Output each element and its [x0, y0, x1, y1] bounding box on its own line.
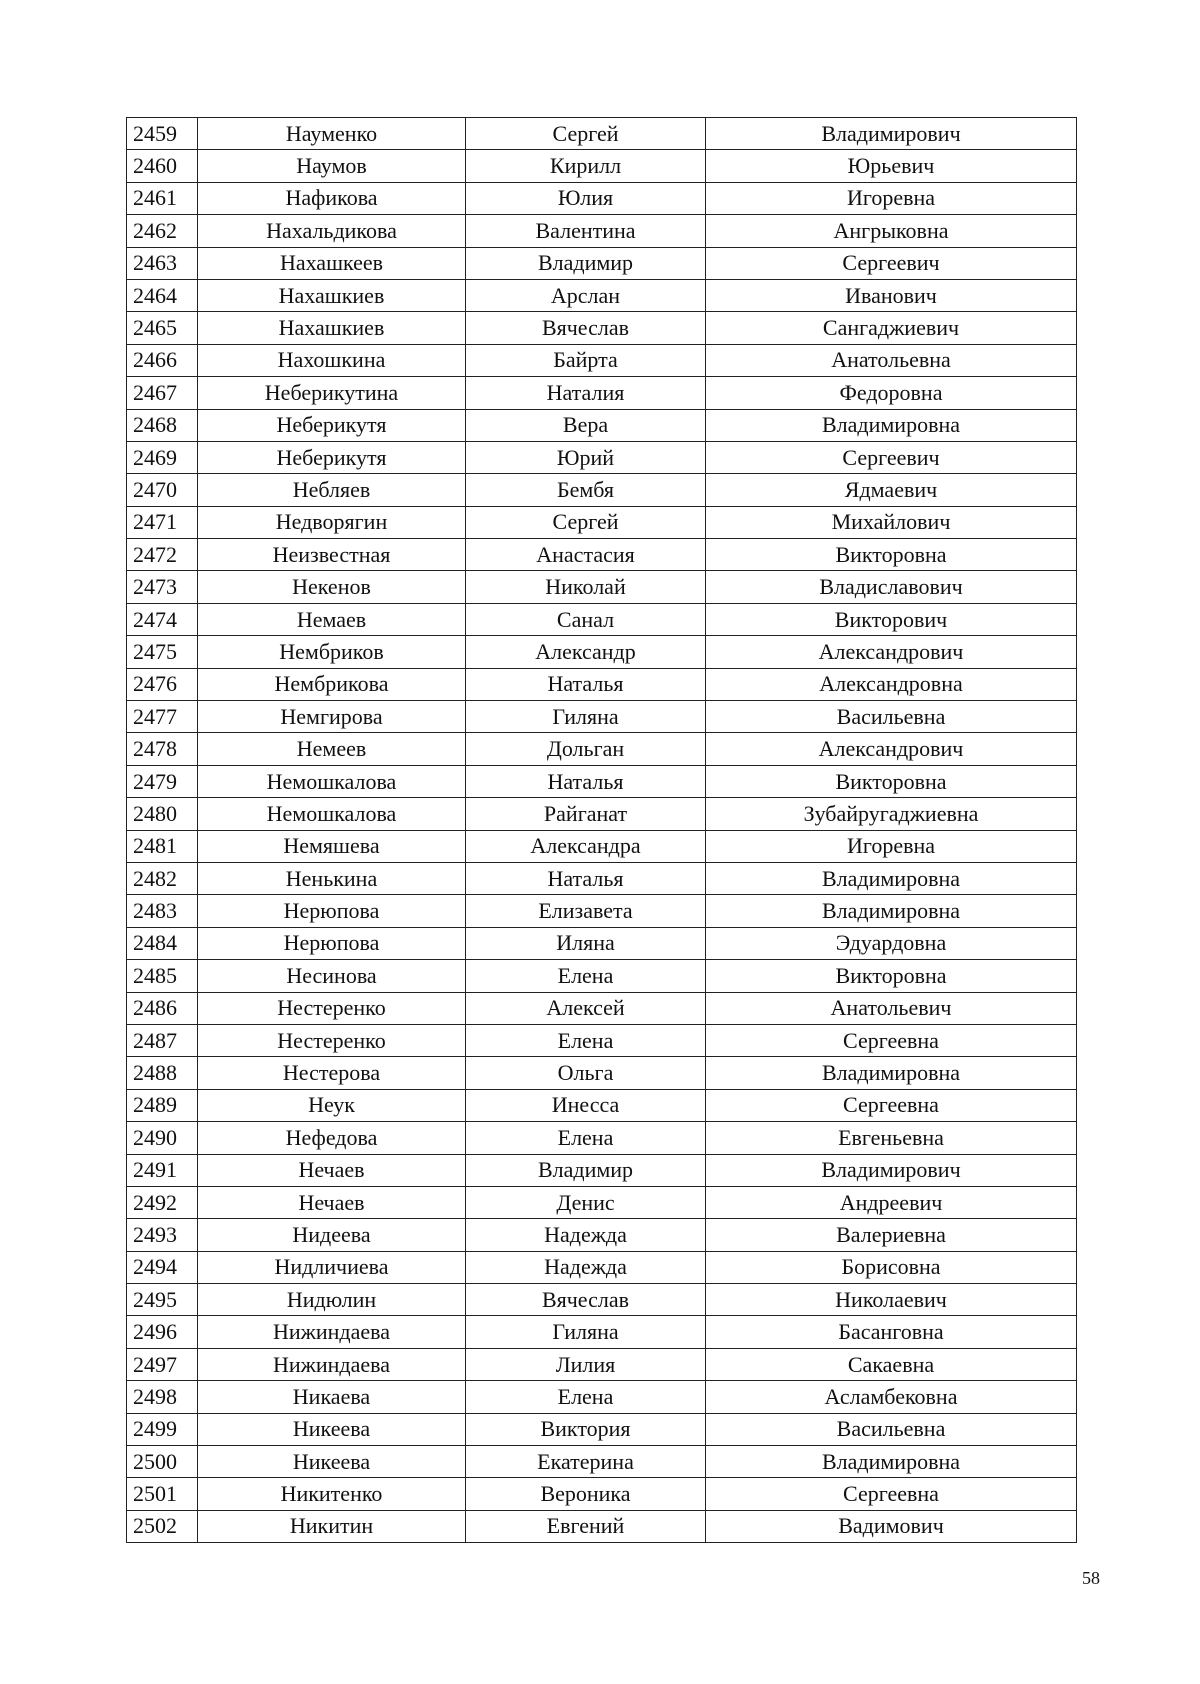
patronymic-cell: Сакаевна [706, 1348, 1077, 1380]
last-name-cell: Нахашкеев [198, 247, 466, 279]
last-name-cell: Неберикутя [198, 441, 466, 473]
table-row [127, 1186, 1077, 1218]
first-name-cell: Наталья [466, 765, 706, 797]
table-row [127, 960, 1077, 992]
patronymic-cell: Сергеевич [706, 441, 1077, 473]
first-name-cell: Евгений [466, 1510, 706, 1542]
row-number-cell: 2463 [127, 247, 198, 279]
row-number-cell: 2500 [127, 1446, 198, 1478]
patronymic-cell: Владимировна [706, 409, 1077, 441]
names-table-body [127, 118, 1077, 1543]
first-name-cell: Ольга [466, 1057, 706, 1089]
row-number-cell: 2490 [127, 1122, 198, 1154]
patronymic-cell: Владимировна [706, 1057, 1077, 1089]
row-number-cell: 2498 [127, 1381, 198, 1413]
row-number-cell: 2468 [127, 409, 198, 441]
last-name-cell: Нахашкиев [198, 279, 466, 311]
first-name-cell: Бембя [466, 474, 706, 506]
last-name-cell: Немаев [198, 603, 466, 635]
first-name-cell: Николай [466, 571, 706, 603]
first-name-cell: Екатерина [466, 1446, 706, 1478]
patronymic-cell: Юрьевич [706, 150, 1077, 182]
last-name-cell: Немошкалова [198, 765, 466, 797]
last-name-cell: Неберикутя [198, 409, 466, 441]
table-row [127, 1446, 1077, 1478]
first-name-cell: Елизавета [466, 895, 706, 927]
patronymic-cell: Владиславович [706, 571, 1077, 603]
patronymic-cell: Александрович [706, 733, 1077, 765]
row-number-cell: 2462 [127, 215, 198, 247]
first-name-cell: Гиляна [466, 701, 706, 733]
first-name-cell: Виктория [466, 1413, 706, 1445]
table-row [127, 409, 1077, 441]
table-row [127, 118, 1077, 150]
patronymic-cell: Вадимович [706, 1510, 1077, 1542]
table-row [127, 1024, 1077, 1056]
first-name-cell: Александра [466, 830, 706, 862]
patronymic-cell: Викторович [706, 603, 1077, 635]
table-row [127, 1478, 1077, 1510]
names-table [126, 117, 1077, 1543]
row-number-cell: 2483 [127, 895, 198, 927]
first-name-cell: Елена [466, 1122, 706, 1154]
row-number-cell: 2466 [127, 344, 198, 376]
last-name-cell: Немеев [198, 733, 466, 765]
last-name-cell: Несинова [198, 960, 466, 992]
row-number-cell: 2495 [127, 1284, 198, 1316]
last-name-cell: Нижиндаева [198, 1316, 466, 1348]
patronymic-cell: Михайлович [706, 506, 1077, 538]
patronymic-cell: Валериевна [706, 1219, 1077, 1251]
row-number-cell: 2494 [127, 1251, 198, 1283]
row-number-cell: 2484 [127, 927, 198, 959]
table-row [127, 1219, 1077, 1251]
patronymic-cell: Викторовна [706, 539, 1077, 571]
last-name-cell: Неук [198, 1089, 466, 1121]
table-row [127, 1284, 1077, 1316]
table-row [127, 539, 1077, 571]
last-name-cell: Нестерова [198, 1057, 466, 1089]
first-name-cell: Вячеслав [466, 312, 706, 344]
last-name-cell: Нечаев [198, 1154, 466, 1186]
row-number-cell: 2478 [127, 733, 198, 765]
last-name-cell: Некенов [198, 571, 466, 603]
patronymic-cell: Игоревна [706, 830, 1077, 862]
table-row [127, 1413, 1077, 1445]
last-name-cell: Нефедова [198, 1122, 466, 1154]
first-name-cell: Владимир [466, 1154, 706, 1186]
row-number-cell: 2461 [127, 182, 198, 214]
table-row [127, 798, 1077, 830]
last-name-cell: Нерюпова [198, 927, 466, 959]
row-number-cell: 2475 [127, 636, 198, 668]
row-number-cell: 2501 [127, 1478, 198, 1510]
first-name-cell: Владимир [466, 247, 706, 279]
patronymic-cell: Николаевич [706, 1284, 1077, 1316]
last-name-cell: Никитин [198, 1510, 466, 1542]
table-row [127, 765, 1077, 797]
patronymic-cell: Басанговна [706, 1316, 1077, 1348]
first-name-cell: Вероника [466, 1478, 706, 1510]
table-row [127, 603, 1077, 635]
table-row [127, 668, 1077, 700]
last-name-cell: Нембриков [198, 636, 466, 668]
row-number-cell: 2460 [127, 150, 198, 182]
patronymic-cell: Васильевна [706, 701, 1077, 733]
patronymic-cell: Андреевич [706, 1186, 1077, 1218]
first-name-cell: Алексей [466, 992, 706, 1024]
patronymic-cell: Сергеевич [706, 247, 1077, 279]
row-number-cell: 2487 [127, 1024, 198, 1056]
first-name-cell: Валентина [466, 215, 706, 247]
row-number-cell: 2486 [127, 992, 198, 1024]
table-row [127, 701, 1077, 733]
first-name-cell: Райганат [466, 798, 706, 830]
table-row [127, 733, 1077, 765]
table-row [127, 279, 1077, 311]
patronymic-cell: Сергеевна [706, 1089, 1077, 1121]
first-name-cell: Вера [466, 409, 706, 441]
first-name-cell: Дольган [466, 733, 706, 765]
patronymic-cell: Эдуардовна [706, 927, 1077, 959]
first-name-cell: Анастасия [466, 539, 706, 571]
row-number-cell: 2479 [127, 765, 198, 797]
row-number-cell: 2496 [127, 1316, 198, 1348]
last-name-cell: Наумов [198, 150, 466, 182]
last-name-cell: Никеева [198, 1413, 466, 1445]
last-name-cell: Науменко [198, 118, 466, 150]
last-name-cell: Никаева [198, 1381, 466, 1413]
table-row [127, 150, 1077, 182]
last-name-cell: Нестеренко [198, 1024, 466, 1056]
row-number-cell: 2467 [127, 377, 198, 409]
row-number-cell: 2470 [127, 474, 198, 506]
row-number-cell: 2474 [127, 603, 198, 635]
row-number-cell: 2473 [127, 571, 198, 603]
table-row [127, 215, 1077, 247]
patronymic-cell: Федоровна [706, 377, 1077, 409]
patronymic-cell: Викторовна [706, 960, 1077, 992]
last-name-cell: Неизвестная [198, 539, 466, 571]
table-row [127, 992, 1077, 1024]
patronymic-cell: Анатольевна [706, 344, 1077, 376]
patronymic-cell: Зубайругаджиевна [706, 798, 1077, 830]
patronymic-cell: Владимирович [706, 118, 1077, 150]
first-name-cell: Кирилл [466, 150, 706, 182]
patronymic-cell: Евгеньевна [706, 1122, 1077, 1154]
table-row [127, 862, 1077, 894]
last-name-cell: Нембрикова [198, 668, 466, 700]
last-name-cell: Нахальдикова [198, 215, 466, 247]
patronymic-cell: Ядмаевич [706, 474, 1077, 506]
patronymic-cell: Игоревна [706, 182, 1077, 214]
row-number-cell: 2499 [127, 1413, 198, 1445]
row-number-cell: 2502 [127, 1510, 198, 1542]
row-number-cell: 2459 [127, 118, 198, 150]
first-name-cell: Елена [466, 960, 706, 992]
table-row [127, 1251, 1077, 1283]
row-number-cell: 2472 [127, 539, 198, 571]
first-name-cell: Вячеслав [466, 1284, 706, 1316]
patronymic-cell: Александровна [706, 668, 1077, 700]
last-name-cell: Недворягин [198, 506, 466, 538]
table-row [127, 830, 1077, 862]
last-name-cell: Нахошкина [198, 344, 466, 376]
last-name-cell: Нидличиева [198, 1251, 466, 1283]
row-number-cell: 2481 [127, 830, 198, 862]
patronymic-cell: Ангрыковна [706, 215, 1077, 247]
first-name-cell: Иляна [466, 927, 706, 959]
row-number-cell: 2469 [127, 441, 198, 473]
page-number: 58 [1082, 1568, 1100, 1588]
first-name-cell: Наталия [466, 377, 706, 409]
first-name-cell: Александр [466, 636, 706, 668]
last-name-cell: Нидеева [198, 1219, 466, 1251]
table-row [127, 895, 1077, 927]
last-name-cell: Никеева [198, 1446, 466, 1478]
table-row [127, 377, 1077, 409]
table-row [127, 474, 1077, 506]
last-name-cell: Нидюлин [198, 1284, 466, 1316]
table-row [127, 1057, 1077, 1089]
first-name-cell: Елена [466, 1381, 706, 1413]
row-number-cell: 2491 [127, 1154, 198, 1186]
row-number-cell: 2477 [127, 701, 198, 733]
patronymic-cell: Александрович [706, 636, 1077, 668]
patronymic-cell: Сангаджиевич [706, 312, 1077, 344]
patronymic-cell: Борисовна [706, 1251, 1077, 1283]
table-row [127, 571, 1077, 603]
first-name-cell: Юлия [466, 182, 706, 214]
first-name-cell: Сергей [466, 506, 706, 538]
table-row [127, 506, 1077, 538]
table-row [127, 636, 1077, 668]
table-row [127, 344, 1077, 376]
table-row [127, 1316, 1077, 1348]
patronymic-cell: Викторовна [706, 765, 1077, 797]
first-name-cell: Гиляна [466, 1316, 706, 1348]
last-name-cell: Немгирова [198, 701, 466, 733]
first-name-cell: Юрий [466, 441, 706, 473]
row-number-cell: 2485 [127, 960, 198, 992]
row-number-cell: 2471 [127, 506, 198, 538]
row-number-cell: 2489 [127, 1089, 198, 1121]
first-name-cell: Байрта [466, 344, 706, 376]
table-row [127, 1089, 1077, 1121]
table-row [127, 1348, 1077, 1380]
row-number-cell: 2497 [127, 1348, 198, 1380]
row-number-cell: 2480 [127, 798, 198, 830]
last-name-cell: Нестеренко [198, 992, 466, 1024]
table-row [127, 1122, 1077, 1154]
row-number-cell: 2488 [127, 1057, 198, 1089]
first-name-cell: Лилия [466, 1348, 706, 1380]
table-row [127, 441, 1077, 473]
last-name-cell: Нахашкиев [198, 312, 466, 344]
last-name-cell: Неберикутина [198, 377, 466, 409]
first-name-cell: Наталья [466, 862, 706, 894]
table-row [127, 1510, 1077, 1542]
last-name-cell: Нижиндаева [198, 1348, 466, 1380]
first-name-cell: Надежда [466, 1251, 706, 1283]
table-row [127, 1154, 1077, 1186]
row-number-cell: 2493 [127, 1219, 198, 1251]
first-name-cell: Инесса [466, 1089, 706, 1121]
table-row [127, 927, 1077, 959]
last-name-cell: Немяшева [198, 830, 466, 862]
row-number-cell: 2465 [127, 312, 198, 344]
table-row [127, 312, 1077, 344]
row-number-cell: 2464 [127, 279, 198, 311]
table-row [127, 1381, 1077, 1413]
first-name-cell: Елена [466, 1024, 706, 1056]
patronymic-cell: Владимировна [706, 895, 1077, 927]
table-row [127, 247, 1077, 279]
last-name-cell: Небляев [198, 474, 466, 506]
patronymic-cell: Анатольевич [706, 992, 1077, 1024]
patronymic-cell: Васильевна [706, 1413, 1077, 1445]
last-name-cell: Немошкалова [198, 798, 466, 830]
first-name-cell: Сергей [466, 118, 706, 150]
first-name-cell: Наталья [466, 668, 706, 700]
patronymic-cell: Асламбековна [706, 1381, 1077, 1413]
patronymic-cell: Сергеевна [706, 1024, 1077, 1056]
last-name-cell: Никитенко [198, 1478, 466, 1510]
first-name-cell: Надежда [466, 1219, 706, 1251]
row-number-cell: 2476 [127, 668, 198, 700]
first-name-cell: Денис [466, 1186, 706, 1218]
patronymic-cell: Владимировна [706, 1446, 1077, 1478]
last-name-cell: Нафикова [198, 182, 466, 214]
row-number-cell: 2492 [127, 1186, 198, 1218]
row-number-cell: 2482 [127, 862, 198, 894]
first-name-cell: Санал [466, 603, 706, 635]
patronymic-cell: Иванович [706, 279, 1077, 311]
last-name-cell: Нерюпова [198, 895, 466, 927]
last-name-cell: Ненькина [198, 862, 466, 894]
table-row [127, 182, 1077, 214]
patronymic-cell: Владимировна [706, 862, 1077, 894]
last-name-cell: Нечаев [198, 1186, 466, 1218]
patronymic-cell: Сергеевна [706, 1478, 1077, 1510]
first-name-cell: Арслан [466, 279, 706, 311]
patronymic-cell: Владимирович [706, 1154, 1077, 1186]
